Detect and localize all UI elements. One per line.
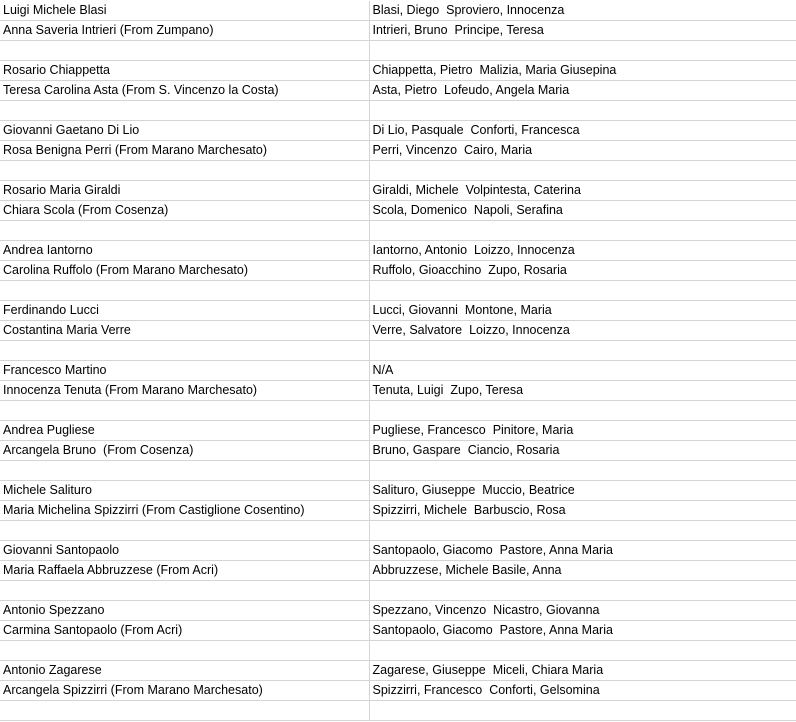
parents-cell[interactable]: Asta, Pietro Lofeudo, Angela Maria (369, 81, 796, 101)
spouse-name-cell[interactable] (0, 521, 369, 541)
table-row (0, 441, 796, 461)
table-row (0, 321, 796, 341)
spouse-name-cell[interactable] (0, 161, 369, 181)
parents-cell[interactable] (369, 161, 796, 181)
parents-cell[interactable]: Verre, Salvatore Loizzo, Innocenza (369, 321, 796, 341)
spouse-name-cell[interactable]: Maria Michelina Spizzirri (From Castiglione Cosentino) (0, 501, 369, 521)
blank-row (0, 701, 796, 721)
table-row (0, 241, 796, 261)
blank-row (0, 41, 796, 61)
parents-cell[interactable]: Scola, Domenico Napoli, Serafina (369, 201, 796, 221)
table-row (0, 261, 796, 281)
table-row (0, 61, 796, 81)
table-row (0, 621, 796, 641)
spouse-name-cell[interactable] (0, 461, 369, 481)
parents-cell[interactable]: Ruffolo, Gioacchino Zupo, Rosaria (369, 261, 796, 281)
spouse-name-cell[interactable]: Antonio Zagarese (0, 661, 369, 681)
table-row (0, 301, 796, 321)
table-row (0, 181, 796, 201)
parents-cell[interactable]: Chiappetta, Pietro Malizia, Maria Giusepina (369, 61, 796, 81)
parents-cell[interactable]: Di Lio, Pasquale Conforti, Francesca (369, 121, 796, 141)
blank-row (0, 281, 796, 301)
spouse-name-cell[interactable]: Innocenza Tenuta (From Marano Marchesato) (0, 381, 369, 401)
table-row (0, 361, 796, 381)
table-row (0, 381, 796, 401)
spouse-name-cell[interactable]: Luigi Michele Blasi (0, 1, 369, 21)
spouse-name-cell[interactable]: Giovanni Gaetano Di Lio (0, 121, 369, 141)
blank-row (0, 401, 796, 421)
parents-cell[interactable]: Giraldi, Michele Volpintesta, Caterina (369, 181, 796, 201)
table-row (0, 121, 796, 141)
spouse-name-cell[interactable]: Carolina Ruffolo (From Marano Marchesato) (0, 261, 369, 281)
parents-cell[interactable] (369, 581, 796, 601)
spouse-name-cell[interactable] (0, 41, 369, 61)
records-table-body (0, 1, 796, 721)
parents-cell[interactable]: Salituro, Giuseppe Muccio, Beatrice (369, 481, 796, 501)
table-row (0, 21, 796, 41)
spouse-name-cell[interactable] (0, 221, 369, 241)
parents-cell[interactable]: Zagarese, Giuseppe Miceli, Chiara Maria (369, 661, 796, 681)
table-row (0, 421, 796, 441)
parents-cell[interactable] (369, 101, 796, 121)
parents-cell[interactable] (369, 521, 796, 541)
spreadsheet (0, 1, 796, 722)
blank-row (0, 641, 796, 661)
parents-cell[interactable]: Tenuta, Luigi Zupo, Teresa (369, 381, 796, 401)
table-row (0, 661, 796, 681)
parents-cell[interactable]: Bruno, Gaspare Ciancio, Rosaria (369, 441, 796, 461)
blank-row (0, 161, 796, 181)
table-row (0, 201, 796, 221)
parents-cell[interactable] (369, 461, 796, 481)
spouse-name-cell[interactable]: Giovanni Santopaolo (0, 541, 369, 561)
blank-row (0, 521, 796, 541)
records-table (0, 1, 796, 721)
spouse-name-cell[interactable]: Maria Raffaela Abbruzzese (From Acri) (0, 561, 369, 581)
parents-cell[interactable] (369, 41, 796, 61)
blank-row (0, 221, 796, 241)
parents-cell[interactable]: Pugliese, Francesco Pinitore, Maria (369, 421, 796, 441)
spouse-name-cell[interactable]: Anna Saveria Intrieri (From Zumpano) (0, 21, 369, 41)
spouse-name-cell[interactable]: Andrea Pugliese (0, 421, 369, 441)
table-row (0, 541, 796, 561)
table-row (0, 81, 796, 101)
table-row (0, 481, 796, 501)
blank-row (0, 461, 796, 481)
table-row (0, 681, 796, 701)
spouse-name-cell[interactable]: Carmina Santopaolo (From Acri) (0, 621, 369, 641)
blank-row (0, 341, 796, 361)
parents-cell[interactable] (369, 641, 796, 661)
parents-cell[interactable]: Santopaolo, Giacomo Pastore, Anna Maria (369, 621, 796, 641)
spouse-name-cell[interactable] (0, 101, 369, 121)
spouse-name-cell[interactable]: Rosa Benigna Perri (From Marano Marchesato) (0, 141, 369, 161)
spouse-name-cell[interactable]: Rosario Chiappetta (0, 61, 369, 81)
parents-cell[interactable] (369, 341, 796, 361)
parents-cell[interactable] (369, 221, 796, 241)
table-row (0, 1, 796, 21)
table-row (0, 601, 796, 621)
parents-cell[interactable]: Iantorno, Antonio Loizzo, Innocenza (369, 241, 796, 261)
parents-cell[interactable]: Abbruzzese, Michele Basile, Anna (369, 561, 796, 581)
parents-cell[interactable]: Lucci, Giovanni Montone, Maria (369, 301, 796, 321)
spouse-name-cell[interactable] (0, 281, 369, 301)
spouse-name-cell[interactable]: Teresa Carolina Asta (From S. Vincenzo la Costa) (0, 81, 369, 101)
spouse-name-cell[interactable] (0, 581, 369, 601)
spouse-name-cell[interactable]: Andrea Iantorno (0, 241, 369, 261)
spouse-name-cell[interactable]: Ferdinando Lucci (0, 301, 369, 321)
parents-cell[interactable]: Blasi, Diego Sproviero, Innocenza (369, 1, 796, 21)
table-row (0, 561, 796, 581)
parents-cell[interactable]: Santopaolo, Giacomo Pastore, Anna Maria (369, 541, 796, 561)
parents-cell[interactable]: N/A (369, 361, 796, 381)
table-row (0, 141, 796, 161)
spouse-name-cell[interactable] (0, 641, 369, 661)
spouse-name-cell[interactable]: Michele Salituro (0, 481, 369, 501)
spouse-name-cell[interactable] (0, 701, 369, 721)
parents-cell[interactable]: Spizzirri, Michele Barbuscio, Rosa (369, 501, 796, 521)
parents-cell[interactable] (369, 401, 796, 421)
spouse-name-cell[interactable]: Arcangela Bruno (From Cosenza) (0, 441, 369, 461)
spouse-name-cell[interactable]: Costantina Maria Verre (0, 321, 369, 341)
table-row (0, 501, 796, 521)
parents-cell[interactable]: Spizzirri, Francesco Conforti, Gelsomina (369, 681, 796, 701)
parents-cell[interactable]: Intrieri, Bruno Principe, Teresa (369, 21, 796, 41)
spouse-name-cell[interactable]: Antonio Spezzano (0, 601, 369, 621)
blank-row (0, 101, 796, 121)
parents-cell[interactable]: Perri, Vincenzo Cairo, Maria (369, 141, 796, 161)
blank-row (0, 581, 796, 601)
spouse-name-cell[interactable] (0, 341, 369, 361)
parents-cell[interactable]: Spezzano, Vincenzo Nicastro, Giovanna (369, 601, 796, 621)
spouse-name-cell[interactable]: Arcangela Spizzirri (From Marano Marchesato) (0, 681, 369, 701)
spouse-name-cell[interactable] (0, 401, 369, 421)
parents-cell[interactable] (369, 701, 796, 721)
spouse-name-cell[interactable]: Chiara Scola (From Cosenza) (0, 201, 369, 221)
parents-cell[interactable] (369, 281, 796, 301)
spouse-name-cell[interactable]: Francesco Martino (0, 361, 369, 381)
spouse-name-cell[interactable]: Rosario Maria Giraldi (0, 181, 369, 201)
